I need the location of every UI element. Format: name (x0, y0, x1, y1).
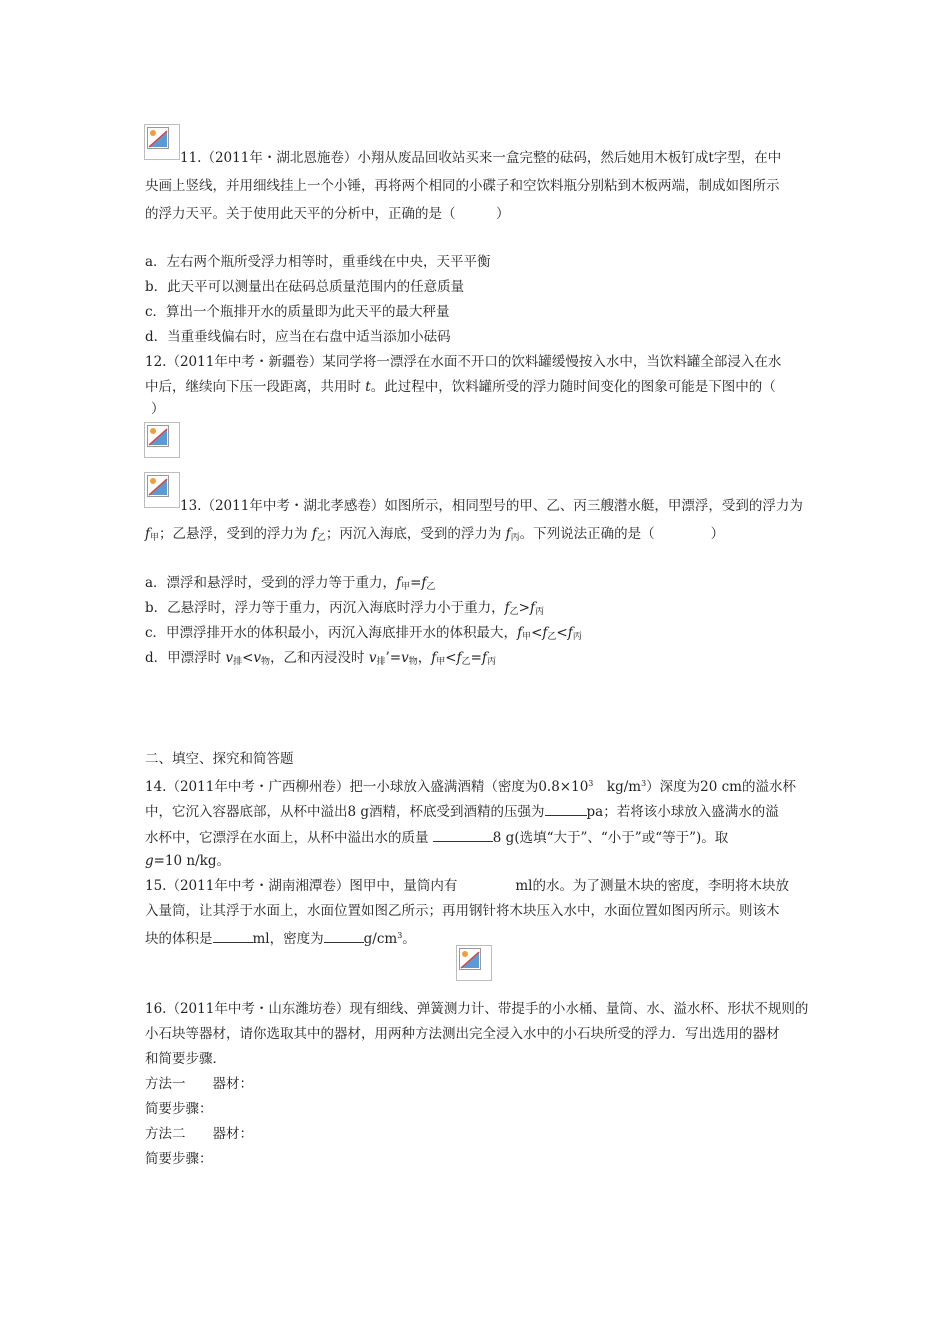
var-f: f (481, 650, 487, 666)
op-lt: < (531, 625, 543, 641)
var-v: v (253, 650, 262, 666)
q14-line4 (145, 852, 230, 870)
sub-jia: 甲 (150, 533, 160, 543)
var-f: f (145, 526, 150, 542)
q13-text: ；丙沉入海底，受到的浮力为 (325, 526, 506, 542)
var-g: g (145, 853, 154, 869)
sup-3: 3 (588, 779, 594, 788)
q13-d-text: ，乙和丙浸没时 (270, 650, 369, 666)
var-f: f (421, 575, 427, 591)
sub-bing: 丙 (510, 533, 520, 543)
op-lt: < (556, 625, 568, 641)
sub-jia: 甲 (401, 582, 411, 592)
q13-c-text: c．甲漂浮排开水的体积最小，丙沉入海底排开水的体积最大， (145, 625, 518, 641)
q13-text: 。下列说法正确的是（ (519, 526, 655, 542)
section-heading: 二、填空、探究和简答题 (145, 751, 294, 767)
var-v: v (368, 650, 377, 666)
q13-line2 (145, 525, 724, 547)
q11-line1: 11.（2011年・湖北恩施卷）小翔从废品回收站买来一盒完整的砝码，然后她用木板钉成t字型，在中 (180, 150, 782, 166)
q11-option-d: d．当重垂线偏右时，应当在右盘中适当添加小砝码 (145, 329, 451, 345)
q13-option-c (145, 624, 582, 646)
q12-text: 中后，继续向下压一段距离，共用时 (145, 379, 366, 395)
var-f: f (456, 650, 462, 666)
answer-blank[interactable] (213, 928, 253, 943)
var-f: f (311, 526, 317, 542)
q15-line3 (145, 927, 416, 948)
q16-method2-steps: 简要步骤： (145, 1151, 213, 1167)
q14-text: 14.（2011年中考・广西柳州卷）把一小球放入盛满酒精（密度为0.8×10 (145, 779, 589, 795)
q16-line1: 16.（2011年中考・山东潍坊卷）现有细线、弹簧测力计、带提手的小水桶、量筒、水、溢水杯、形状不规则的 (145, 1001, 809, 1017)
q14-line1 (145, 775, 796, 796)
broken-image-icon (144, 472, 180, 508)
op-eq: = (410, 575, 422, 591)
q15-text: ml，密度为 (252, 931, 324, 947)
var-v: v (401, 650, 409, 666)
answer-blank[interactable] (545, 801, 587, 816)
sub-yi: 乙 (461, 657, 471, 667)
q16-method1: 方法一 器材： (145, 1076, 253, 1092)
var-f: f (529, 600, 535, 616)
var-f: f (567, 625, 573, 641)
var-f: f (396, 575, 402, 591)
var-f: f (542, 625, 548, 641)
sub-yi: 乙 (426, 582, 436, 592)
q14-text: =10 n/kg。 (153, 853, 231, 869)
answer-blank[interactable] (433, 827, 493, 842)
q14-text: pa；若将该小球放入盛满水的溢 (586, 804, 779, 820)
sub-bing: 丙 (486, 657, 496, 667)
sub-yi: 乙 (316, 533, 326, 543)
q13-b-text: b．乙悬浮时，浮力等于重力，丙沉入海底时浮力小于重力， (145, 600, 505, 616)
q15-text: 块的体积是 (145, 931, 213, 947)
q13-text: ；乙悬浮，受到的浮力为 (159, 526, 312, 542)
op-lt: < (445, 650, 457, 666)
q12-line2 (145, 378, 776, 396)
q15-text: 。 (402, 931, 416, 947)
q14-text: ）深度为20 cm的溢水杯 (646, 779, 796, 795)
q12-var-t: t (365, 379, 371, 395)
q11-line3: 的浮力天平。关于使用此天平的分析中，正确的是（ ） (145, 206, 510, 222)
q14-text: 水杯中，它漂浮在水面上，从杯中溢出水的质量 (145, 830, 433, 846)
sub-yi: 乙 (547, 632, 557, 642)
q14-text: 中，它沉入容器底部，从杯中溢出8 g酒精，杯底受到酒精的压强为 (145, 804, 545, 820)
op-gt: > (518, 600, 530, 616)
q12-text: 。此过程中，饮料罐所受的浮力随时间变化的图象可能是下图中的（ (370, 379, 776, 395)
q12-line3: ） (151, 401, 165, 417)
sub-pai: 排 (376, 657, 386, 667)
broken-image-icon (144, 124, 180, 160)
q13-option-a (145, 574, 435, 596)
var-f: f (505, 526, 511, 542)
sup-3: 3 (397, 931, 403, 940)
var-f: f (504, 600, 510, 616)
q14-text: 8 g(选填“大于”、“小于”或“等于”)。取 (492, 830, 729, 846)
sub-jia: 甲 (436, 657, 446, 667)
q15-text: 15.（2011年中考・湖南湘潭卷）图甲中，量筒内有 (145, 878, 458, 894)
q14-line3 (145, 827, 728, 847)
q13-d-text: ’= (385, 650, 402, 666)
q13-d-text: d．甲漂浮时 (145, 650, 226, 666)
q15-line2: 入量筒，让其浮于水面上，水面位置如图乙所示；再用钢针将木块压入水中，水面位置如图丙所示。则该木 (145, 903, 780, 919)
q13-option-d (145, 649, 496, 671)
sub-wu: 物 (408, 657, 418, 667)
q13-a-text: a．漂浮和悬浮时，受到的浮力等于重力， (145, 575, 397, 591)
q11-option-b: b．此天平可以测量出在砝码总质量范围内的任意质量 (145, 279, 465, 295)
sub-bing: 丙 (572, 632, 582, 642)
sub-jia: 甲 (522, 632, 532, 642)
sub-wu: 物 (261, 657, 271, 667)
var-v: v (225, 650, 234, 666)
op-lt: < (242, 650, 254, 666)
var-f: f (517, 625, 523, 641)
q16-line3: 和简要步骤． (145, 1051, 226, 1067)
q11-line2: 央画上竖线，并用细线挂上一个小锤，再将两个相同的小碟子和空饮料瓶分别粘到木板两端，制成如图所示 (145, 178, 780, 194)
q13-option-b (145, 599, 544, 621)
q14-line2 (145, 801, 779, 821)
q11-option-c: c．算出一个瓶排开水的质量即为此天平的最大秤量 (145, 304, 450, 320)
q13-d-text: ， (417, 650, 432, 666)
sub-pai: 排 (233, 657, 243, 667)
sup-3: 3 (641, 779, 647, 788)
q12-line1: 12.（2011年中考・新疆卷）某同学将一漂浮在水面不开口的饮料罐缓慢按入水中，当饮料罐全部浸入在水 (145, 354, 782, 370)
q13-line1: 13.（2011年中考・湖北孝感卷）如图所示，相同型号的甲、乙、丙三艘潜水艇，甲漂浮，受到的浮力为 (180, 498, 803, 514)
op-eq: = (470, 650, 482, 666)
q11-option-a: a．左右两个瓶所受浮力相等时，重垂线在中央，天平平衡 (145, 254, 491, 270)
sub-yi: 乙 (509, 607, 519, 617)
var-f: f (431, 650, 437, 666)
sub-bing: 丙 (534, 607, 544, 617)
q15-text: g/cm (363, 931, 398, 947)
q16-line2: 小石块等器材，请你选取其中的器材，用两种方法测出完全浸入水中的小石块所受的浮力．写出选用的器材 (145, 1026, 780, 1042)
q14-text: kg/m (593, 779, 642, 795)
broken-image-icon (456, 945, 492, 981)
q15-text: ml的水。为了测量木块的密度，李明将木块放 (515, 878, 789, 894)
q16-method1-steps: 简要步骤： (145, 1101, 213, 1117)
q13-text: ） (710, 526, 725, 542)
answer-blank[interactable] (324, 928, 364, 943)
broken-image-icon (144, 422, 180, 458)
q15-line1 (145, 877, 789, 895)
q16-method2: 方法二 器材： (145, 1126, 253, 1142)
